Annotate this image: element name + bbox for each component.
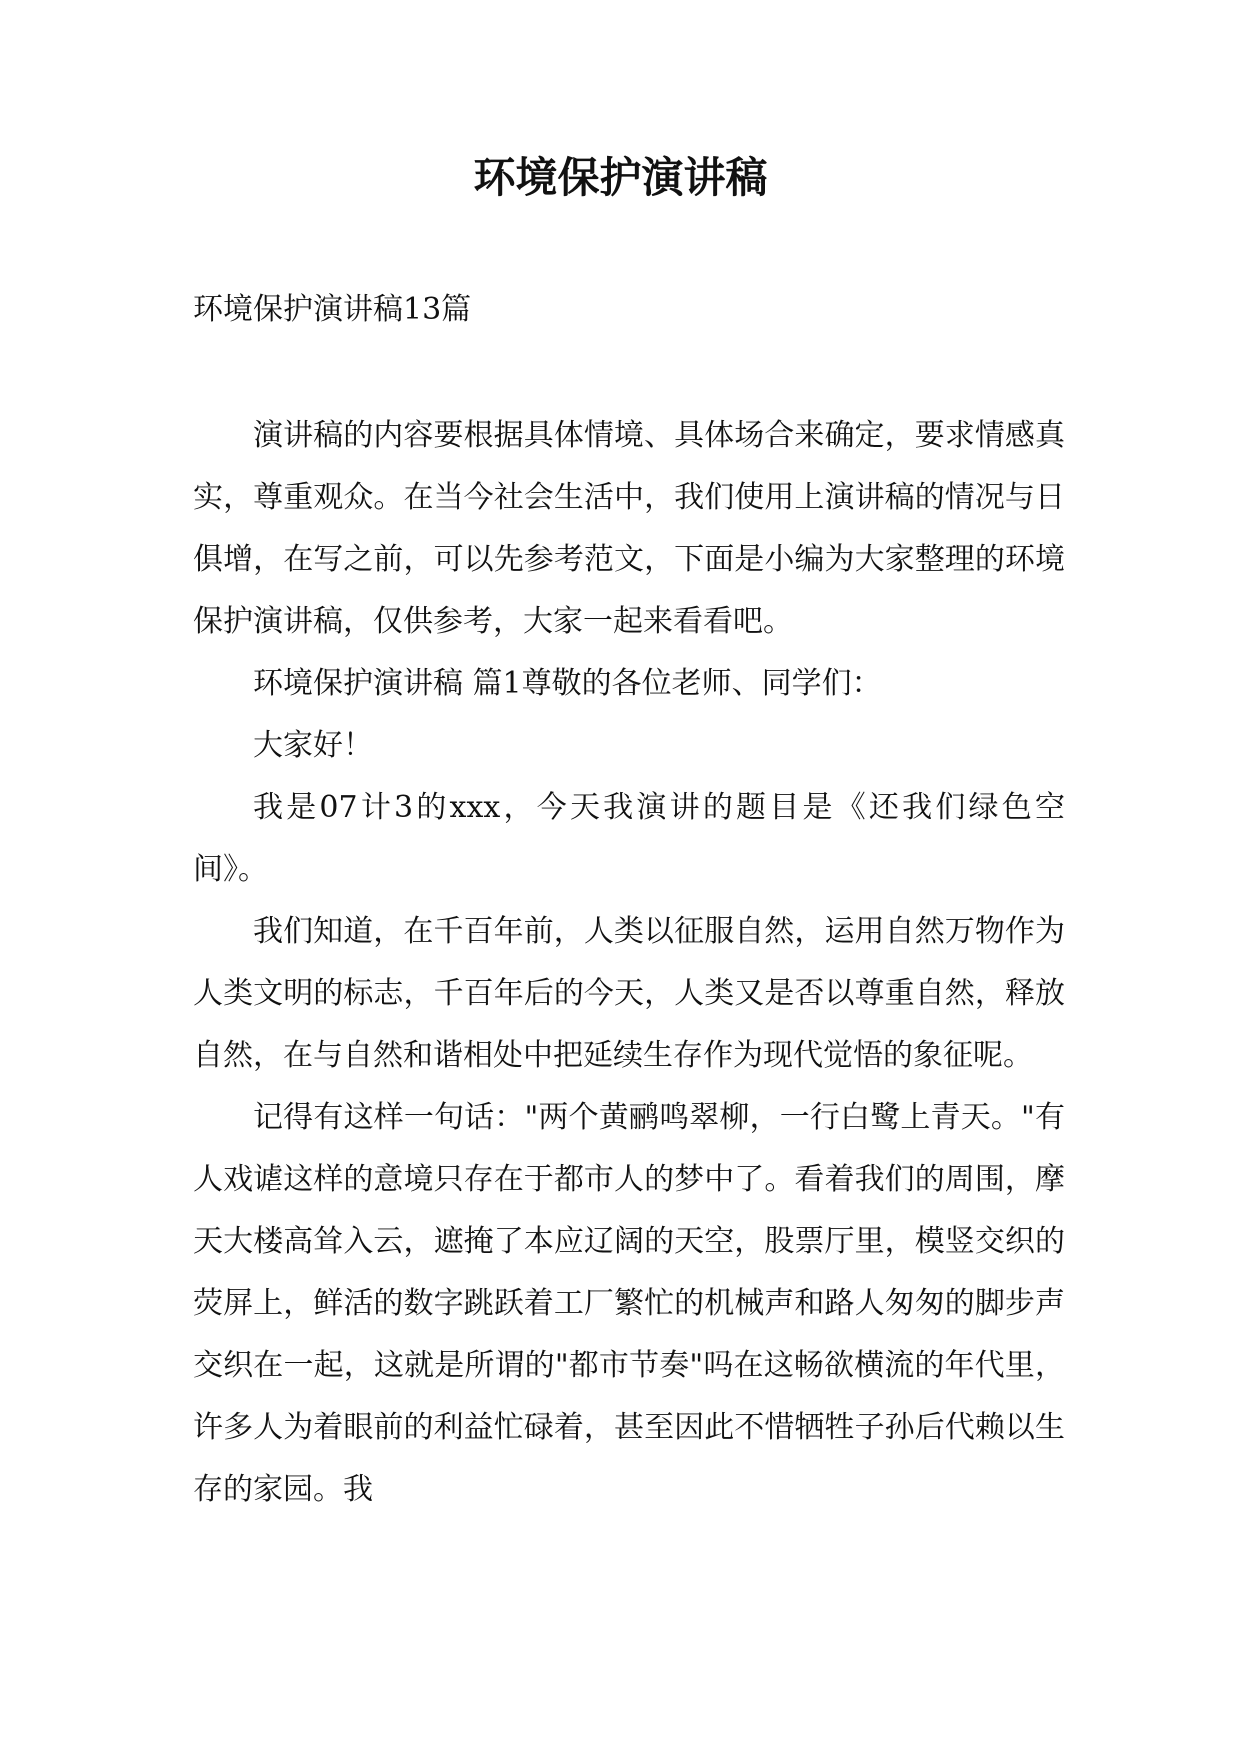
paragraph-intro: 演讲稿的内容要根据具体情境、具体场合来确定，要求情感真实，尊重观众。在当今社会生活中，我们使用上演讲稿的情况与日俱增，在写之前，可以先参考范文，下面是小编为大家整理的环境保护演讲稿，仅供参考，大家一起来看看吧。 [193,418,1065,639]
paragraph-speaker-intro: 我是07计3的xxx，今天我演讲的题目是《还我们绿色空间》。 [193,790,1065,887]
paragraph-greeting: 大家好！ [253,728,373,763]
document-title: 环境保护演讲稿 [473,153,768,202]
paragraph-speech-heading: 环境保护演讲稿 篇1尊敬的各位老师、同学们： [253,666,882,701]
paragraph-city: 记得有这样一句话："两个黄鹂鸣翠柳，一行白鹭上青天。"有人戏谑这样的意境只存在于都市人的梦中了。看着我们的周围，摩天大楼高耸入云，遮掩了本应辽阔的天空，股票厅里，模竖交织的荧屏上，鲜活的数字跳跃着工厂繁忙的机械声和路人匆匆的脚步声交织在一起，这就是所谓的"都市节奏"吗在这畅欲横流的年代里，许多人为着眼前的利益忙碌着，甚至因此不惜牺牲子孙后代赖以生存的家园。我 [193,1100,1065,1507]
document-subtitle: 环境保护演讲稿13篇 [193,292,472,327]
document-body [193,405,1065,1521]
paragraph-nature: 我们知道，在千百年前，人类以征服自然，运用自然万物作为人类文明的标志，千百年后的今天，人类又是否以尊重自然，释放自然，在与自然和谐相处中把延续生存作为现代觉悟的象征呢。 [193,914,1065,1073]
